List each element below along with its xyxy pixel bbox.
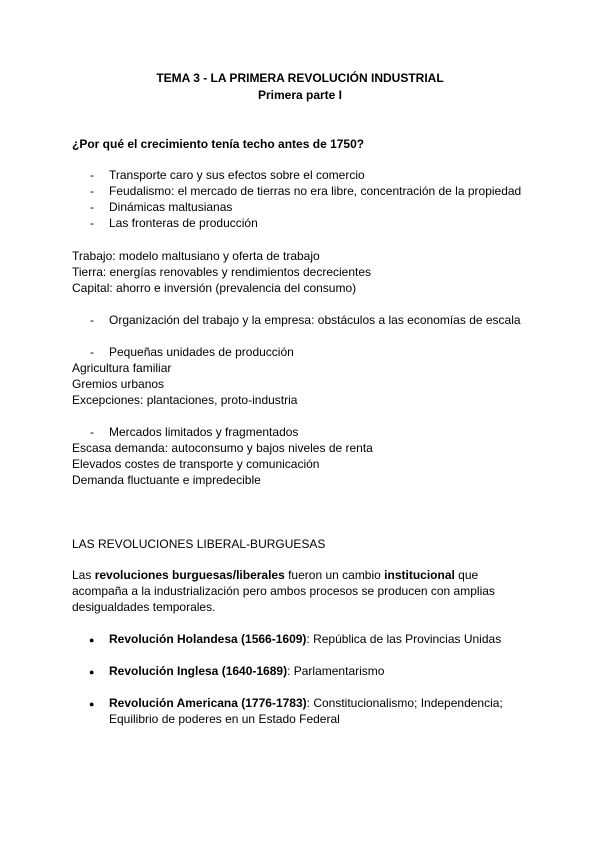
paragraph-line: acompaña a la industrialización pero ambos procesos se producen con amplias — [72, 584, 495, 598]
bullet-icon: ● — [89, 667, 95, 677]
list-item-text — [109, 631, 501, 647]
factor-line: Tierra: energías renovables y rendimientos decrecientes — [72, 265, 372, 279]
paragraph-line: desigualdades temporales. — [72, 600, 216, 614]
dash-marker: - — [90, 184, 94, 198]
para-text: Las — [72, 568, 95, 582]
text-line: Demanda fluctuante e impredecible — [72, 473, 261, 487]
text-line: Agricultura familiar — [72, 361, 172, 375]
text-line: Elevados costes de transporte y comunicación — [72, 457, 320, 471]
para-bold: institucional — [384, 568, 455, 582]
section2-heading: LAS REVOLUCIONES LIBERAL-BURGUESAS — [72, 537, 326, 551]
list-item-text: Mercados limitados y fragmentados — [109, 425, 299, 439]
dash-marker: - — [90, 345, 94, 359]
section1-heading: ¿Por qué el crecimiento tenía techo antes de 1750? — [72, 137, 365, 151]
list-item-text — [109, 695, 503, 711]
list-item-text: Feudalismo: el mercado de tierras no era libre, concentración de la propiedad — [109, 184, 522, 198]
para-bold: revoluciones burguesas/liberales — [94, 568, 285, 582]
revolution-name: Revolución Inglesa (1640-1689) — [109, 664, 288, 678]
text-line: Gremios urbanos — [72, 377, 165, 391]
list-item-text: Las fronteras de producción — [109, 216, 258, 230]
para-text: que — [454, 568, 479, 582]
dash-marker: - — [90, 313, 94, 327]
document-title: TEMA 3 - LA PRIMERA REVOLUCIÓN INDUSTRIAL — [156, 71, 444, 85]
revolution-desc: : Parlamentarismo — [287, 664, 385, 678]
bullet-icon: ● — [89, 699, 95, 709]
dash-marker: - — [90, 168, 94, 182]
text-line: Escasa demanda: autoconsumo y bajos niveles de renta — [72, 441, 373, 455]
list-item-text — [109, 663, 384, 679]
bullet-icon: ● — [89, 635, 95, 645]
factor-line: Trabajo: modelo maltusiano y oferta de trabajo — [72, 249, 320, 263]
document-subtitle: Primera parte I — [257, 88, 343, 102]
list-item-text: Transporte caro y sus efectos sobre el comercio — [109, 168, 365, 182]
paragraph-line — [72, 567, 478, 583]
revolution-desc: : Constitucionalismo; Independencia; — [306, 696, 503, 710]
revolution-name: Revolución Holandesa (1566-1609) — [109, 632, 307, 646]
revolution-desc: : República de las Provincias Unidas — [306, 632, 502, 646]
factor-line: Capital: ahorro e inversión (prevalencia del consumo) — [72, 281, 357, 295]
dash-marker: - — [90, 216, 94, 230]
list-item-text: Pequeñas unidades de producción — [109, 345, 294, 359]
list-item-text: Dinámicas maltusianas — [109, 200, 233, 214]
revolution-name: Revolución Americana (1776-1783) — [109, 696, 307, 710]
list-item-text: Organización del trabajo y la empresa: obstáculos a las economías de escala — [109, 313, 521, 327]
dash-marker: - — [90, 425, 94, 439]
dash-marker: - — [90, 200, 94, 214]
para-text: fueron un cambio — [284, 568, 385, 582]
list-item-text-continued: Equilibrio de poderes en un Estado Federal — [109, 712, 340, 726]
text-line: Excepciones: plantaciones, proto-industria — [72, 393, 298, 407]
